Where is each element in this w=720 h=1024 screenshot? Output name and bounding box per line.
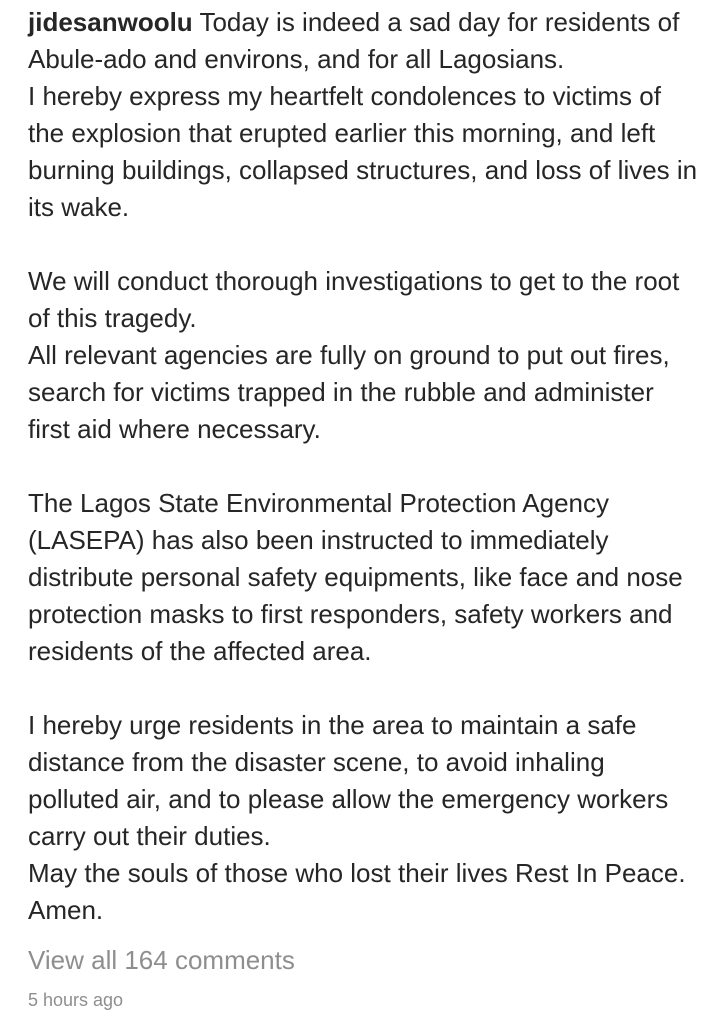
- caption-text: I hereby urge residents in the area to maintain a safe distance from the disaster scene, to avoid inhaling polluted air, and to please allow the emergency workers carry out their duties.: [28, 710, 669, 851]
- caption-text: All relevant agencies are fully on ground to put out fires, search for victims trapped in the rubble and administer first aid where necessary.: [28, 340, 670, 444]
- caption-text: May the souls of those who lost their lives Rest In Peace. Amen.: [28, 858, 686, 925]
- caption-text: We will conduct thorough investigations to get to the root of this tragedy.: [28, 266, 680, 333]
- username-link[interactable]: jidesanwoolu: [28, 7, 193, 37]
- caption-text: Today is indeed a sad day for residents of Abule-ado and environs, and for all Lagosians.: [28, 7, 680, 74]
- paragraph-spacer: [28, 448, 700, 485]
- post-caption: [28, 4, 700, 929]
- caption-paragraph-1: [28, 4, 700, 78]
- post-timestamp: 5 hours ago: [28, 990, 124, 1010]
- paragraph-spacer: [28, 226, 700, 263]
- view-all-comments-link[interactable]: View all 164 comments: [28, 945, 295, 975]
- caption-text: The Lagos State Environmental Protection Agency (LASEPA) has also been instructed to immediately distribute personal safety equipments, like face and nose protection masks to first responders, safety workers and residents of the affected area.: [28, 488, 683, 666]
- paragraph-spacer: [28, 670, 700, 707]
- caption-text: I hereby express my heartfelt condolences to victims of the explosion that erupted earlier this morning, and left burning buildings, collapsed structures, and loss of lives in its wake.: [28, 81, 698, 222]
